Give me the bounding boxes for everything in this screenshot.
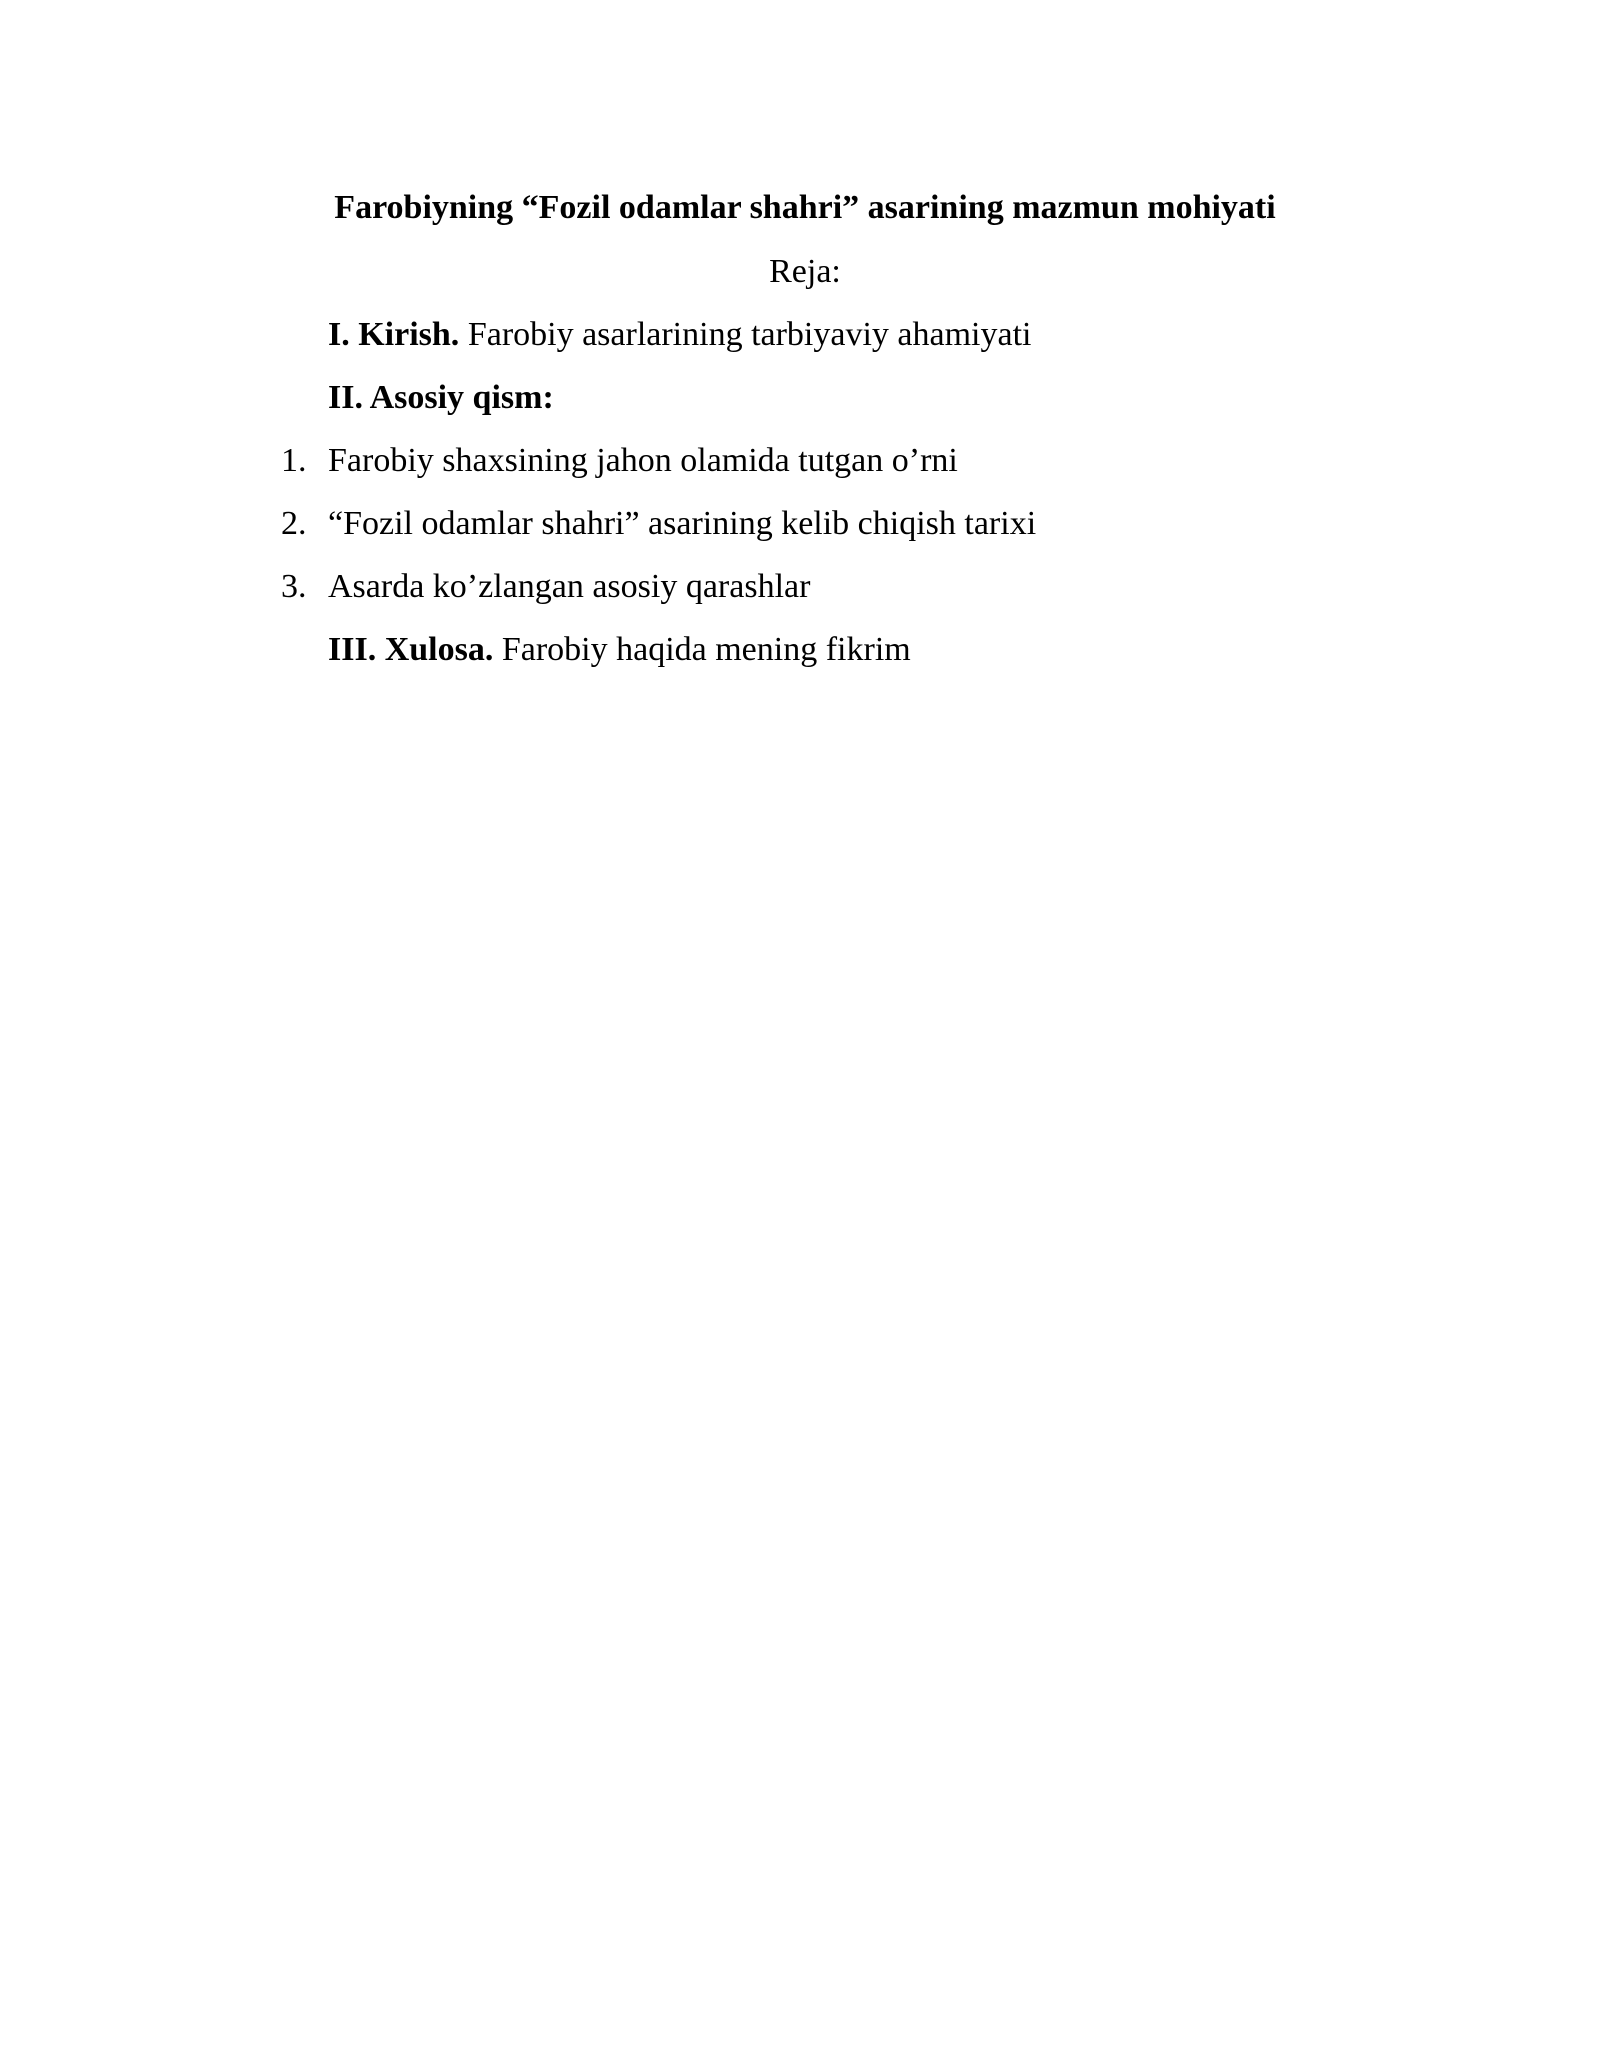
- list-item: Farobiy shaxsining jahon olamida tutgan o’rni: [328, 442, 958, 479]
- list-item-number: 3.: [281, 568, 307, 605]
- intro-line: [328, 313, 1031, 357]
- conclusion-label: III. Xulosa.: [328, 631, 494, 668]
- conclusion-line: [328, 628, 911, 672]
- document-title: Farobiyning “Fozil odamlar shahri” asarining mazmun mohiyati: [334, 189, 1276, 226]
- list-item-number: 2.: [281, 505, 307, 542]
- main-part-line: [328, 376, 554, 420]
- intro-text: Farobiy asarlarining tarbiyaviy ahamiyati: [459, 316, 1032, 353]
- list-item: “Fozil odamlar shahri” asarining kelib chiqish tarixi: [328, 505, 1037, 542]
- main-part-label: II. Asosiy qism:: [328, 379, 554, 416]
- list-item: Asarda ko’zlangan asosiy qarashlar: [328, 568, 811, 605]
- plan-heading: Reja:: [769, 253, 841, 290]
- list-item-number: 1.: [281, 442, 307, 479]
- intro-label: I. Kirish.: [328, 316, 460, 353]
- conclusion-text: Farobiy haqida mening fikrim: [493, 631, 911, 668]
